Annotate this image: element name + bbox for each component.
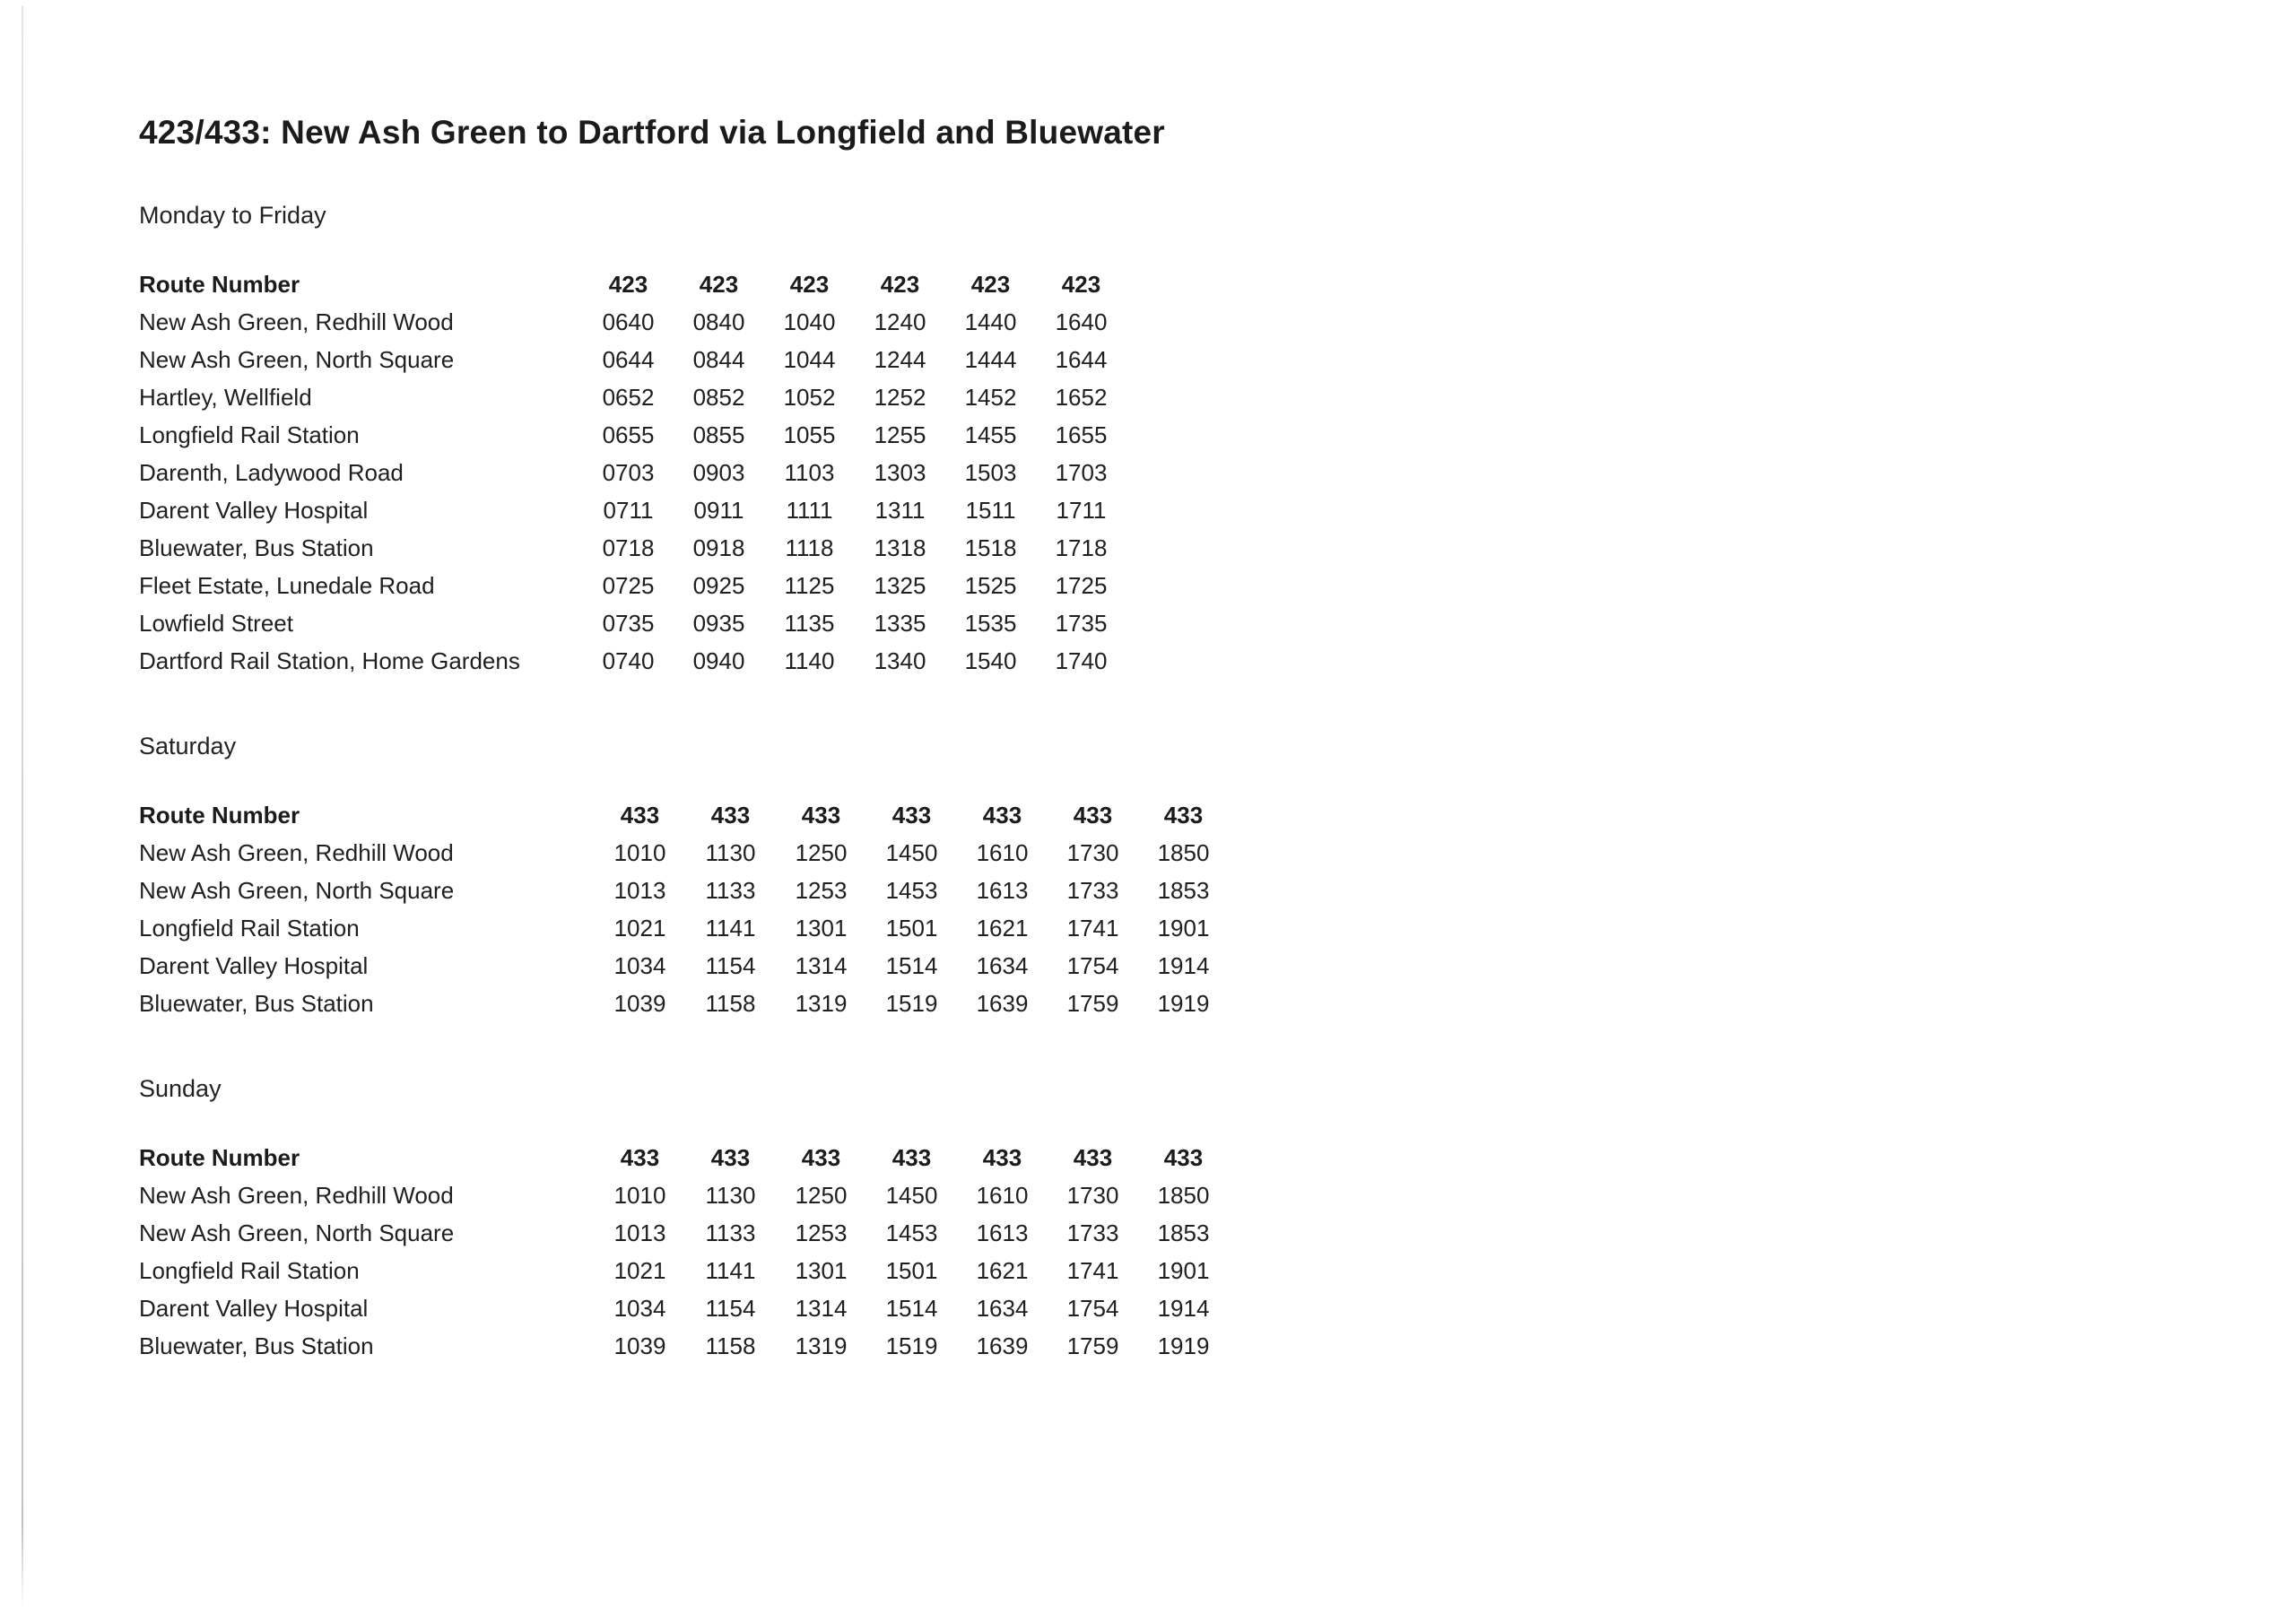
page-title: 423/433: New Ash Green to Dartford via Longfield and Bluewater (139, 114, 1165, 151)
stop-name: New Ash Green, Redhill Wood (139, 1181, 454, 1209)
departure-time: 1514 (885, 1294, 938, 1322)
section-saturday (139, 730, 2296, 1022)
departure-time: 1518 (964, 534, 1017, 561)
departure-time: 0918 (692, 534, 745, 561)
departure-time: 1640 (1055, 308, 1108, 335)
departure-time: 1540 (964, 647, 1017, 674)
route-number: 433 (1163, 801, 1204, 829)
departure-time: 1901 (1157, 1256, 1210, 1284)
departure-time: 1133 (705, 1219, 756, 1246)
stop-row (139, 985, 1229, 1022)
departure-time: 1450 (885, 838, 938, 866)
departure-time: 1325 (874, 571, 926, 599)
departure-time: 0655 (602, 421, 655, 448)
departure-time: 1044 (783, 345, 836, 373)
departure-time: 1303 (874, 458, 926, 486)
stop-row (139, 834, 1229, 872)
departure-time: 1639 (976, 1332, 1029, 1359)
route-number-header-label: Route Number (139, 270, 300, 298)
departure-time: 0644 (602, 345, 655, 373)
stop-name: Longfield Rail Station (139, 421, 360, 448)
stop-name: Darent Valley Hospital (139, 496, 369, 524)
stop-row (139, 303, 1126, 341)
departure-time: 1754 (1066, 951, 1119, 979)
departure-time: 0911 (693, 496, 744, 524)
stop-name: Hartley, Wellfield (139, 383, 312, 411)
departure-time: 1644 (1055, 345, 1108, 373)
departure-time: 1052 (783, 383, 836, 411)
departure-time: 1455 (964, 421, 1017, 448)
departure-time: 1013 (613, 1219, 666, 1246)
departure-time: 1125 (784, 571, 835, 599)
departure-time: 0925 (692, 571, 745, 599)
route-number: 433 (1163, 1143, 1204, 1171)
departure-time: 1453 (885, 1219, 938, 1246)
departure-time: 1141 (705, 914, 756, 942)
route-number: 423 (970, 270, 1011, 298)
departure-time: 1718 (1055, 534, 1108, 561)
stop-row (139, 416, 1126, 454)
departure-time: 1140 (784, 647, 835, 674)
departure-time: 1725 (1055, 571, 1108, 599)
departure-time: 1130 (705, 838, 756, 866)
stop-row (139, 491, 1126, 529)
stop-row (139, 872, 1229, 909)
route-number-row (139, 1139, 1229, 1176)
stop-name: Dartford Rail Station, Home Gardens (139, 647, 520, 674)
departure-time: 1039 (613, 989, 666, 1017)
route-number: 423 (789, 270, 830, 298)
route-number: 433 (710, 801, 751, 829)
departure-time: 1754 (1066, 1294, 1119, 1322)
departure-time: 1740 (1055, 647, 1108, 674)
departure-time: 1730 (1066, 838, 1119, 866)
departure-time: 0935 (692, 609, 745, 637)
section-sunday (139, 1072, 2296, 1365)
route-number: 423 (880, 270, 920, 298)
stop-name: New Ash Green, Redhill Wood (139, 308, 454, 335)
timetable-sunday (139, 1139, 1229, 1365)
departure-time: 0855 (692, 421, 745, 448)
departure-time: 1703 (1055, 458, 1108, 486)
departure-time: 1735 (1055, 609, 1108, 637)
stop-name: Fleet Estate, Lunedale Road (139, 571, 435, 599)
departure-time: 1141 (705, 1256, 756, 1284)
route-number: 433 (891, 801, 932, 829)
stop-row (139, 529, 1126, 567)
route-number: 433 (891, 1143, 932, 1171)
departure-time: 1010 (613, 838, 666, 866)
departure-time: 1314 (795, 1294, 848, 1322)
departure-time: 1914 (1157, 951, 1210, 979)
stop-name: Bluewater, Bus Station (139, 534, 374, 561)
departure-time: 1850 (1157, 838, 1210, 866)
departure-time: 1634 (976, 1294, 1029, 1322)
route-number-header-label: Route Number (139, 1143, 300, 1171)
departure-time: 1314 (795, 951, 848, 979)
departure-time: 1759 (1066, 989, 1119, 1017)
departure-time: 1440 (964, 308, 1017, 335)
departure-time: 1525 (964, 571, 1017, 599)
departure-time: 0718 (602, 534, 655, 561)
departure-time: 1319 (795, 1332, 848, 1359)
departure-time: 1130 (705, 1181, 756, 1209)
departure-time: 0740 (602, 647, 655, 674)
departure-time: 0735 (602, 609, 655, 637)
departure-time: 1514 (885, 951, 938, 979)
departure-time: 1335 (874, 609, 926, 637)
stop-row (139, 1289, 1229, 1327)
stop-row (139, 567, 1126, 604)
departure-time: 1040 (783, 308, 836, 335)
stop-row (139, 642, 1126, 680)
stop-row (139, 1214, 1229, 1252)
timetable-monday-to-friday (139, 265, 1126, 680)
departure-time: 1613 (976, 876, 1029, 904)
departure-time: 1021 (613, 1256, 666, 1284)
departure-time: 1759 (1066, 1332, 1119, 1359)
departure-time: 1741 (1066, 914, 1119, 942)
departure-time: 1610 (976, 838, 1029, 866)
departure-time: 1103 (784, 458, 835, 486)
route-number: 433 (620, 1143, 660, 1171)
departure-time: 1655 (1055, 421, 1108, 448)
departure-time: 1158 (705, 1332, 756, 1359)
stop-row (139, 1252, 1229, 1289)
departure-time: 0640 (602, 308, 655, 335)
departure-time: 1340 (874, 647, 926, 674)
stop-name: Bluewater, Bus Station (139, 989, 374, 1017)
departure-time: 1503 (964, 458, 1017, 486)
departure-time: 1853 (1157, 876, 1210, 904)
route-number: 423 (1061, 270, 1101, 298)
departure-time: 1253 (795, 1219, 848, 1246)
departure-time: 1039 (613, 1332, 666, 1359)
departure-time: 1621 (976, 914, 1029, 942)
stop-row (139, 454, 1126, 491)
day-label-saturday: Saturday (139, 733, 237, 759)
departure-time: 1535 (964, 609, 1017, 637)
stop-row (139, 341, 1126, 378)
departure-time: 1919 (1157, 989, 1210, 1017)
departure-time: 1452 (964, 383, 1017, 411)
departure-time: 1901 (1157, 914, 1210, 942)
route-number-header-label: Route Number (139, 801, 300, 829)
stop-name: New Ash Green, Redhill Wood (139, 838, 454, 866)
departure-time: 1154 (705, 1294, 756, 1322)
departure-time: 1010 (613, 1181, 666, 1209)
departure-time: 0652 (602, 383, 655, 411)
departure-time: 1711 (1056, 496, 1107, 524)
departure-time: 1253 (795, 876, 848, 904)
departure-time: 1013 (613, 876, 666, 904)
departure-time: 1919 (1157, 1332, 1210, 1359)
departure-time: 0844 (692, 345, 745, 373)
stop-name: Bluewater, Bus Station (139, 1332, 374, 1359)
route-number: 433 (982, 1143, 1022, 1171)
departure-time: 1639 (976, 989, 1029, 1017)
stop-name: Darent Valley Hospital (139, 951, 369, 979)
section-monday-to-friday (139, 199, 2296, 680)
stop-row (139, 947, 1229, 985)
stop-name: New Ash Green, North Square (139, 345, 455, 373)
departure-time: 1519 (885, 989, 938, 1017)
departure-time: 1318 (874, 534, 926, 561)
departure-time: 1133 (705, 876, 756, 904)
stop-name: Longfield Rail Station (139, 1256, 360, 1284)
departure-time: 1444 (964, 345, 1017, 373)
route-number: 433 (710, 1143, 751, 1171)
departure-time: 1450 (885, 1181, 938, 1209)
departure-time: 0852 (692, 383, 745, 411)
departure-time: 0840 (692, 308, 745, 335)
stop-name: Longfield Rail Station (139, 914, 360, 942)
departure-time: 1652 (1055, 383, 1108, 411)
timetable-saturday (139, 796, 1229, 1022)
departure-time: 1511 (965, 496, 1016, 524)
departure-time: 1634 (976, 951, 1029, 979)
stop-name: New Ash Green, North Square (139, 1219, 455, 1246)
route-number: 433 (801, 1143, 841, 1171)
departure-time: 1613 (976, 1219, 1029, 1246)
stop-row (139, 1327, 1229, 1365)
departure-time: 0903 (692, 458, 745, 486)
departure-time: 1519 (885, 1332, 938, 1359)
departure-time: 1621 (976, 1256, 1029, 1284)
departure-time: 1741 (1066, 1256, 1119, 1284)
departure-time: 0703 (602, 458, 655, 486)
departure-time: 1250 (795, 838, 848, 866)
departure-time: 1111 (786, 496, 833, 524)
route-number: 433 (620, 801, 660, 829)
departure-time: 1034 (613, 1294, 666, 1322)
departure-time: 1453 (885, 876, 938, 904)
departure-time: 1301 (795, 1256, 848, 1284)
stop-row (139, 604, 1126, 642)
departure-time: 1853 (1157, 1219, 1210, 1246)
departure-time: 0940 (692, 647, 745, 674)
stop-name: New Ash Green, North Square (139, 876, 455, 904)
departure-time: 1158 (705, 989, 756, 1017)
departure-time: 0711 (603, 496, 654, 524)
departure-time: 1055 (783, 421, 836, 448)
stop-row (139, 909, 1229, 947)
departure-time: 1301 (795, 914, 848, 942)
departure-time: 1135 (784, 609, 835, 637)
departure-time: 1733 (1066, 1219, 1119, 1246)
departure-time: 1733 (1066, 876, 1119, 904)
route-number: 433 (801, 801, 841, 829)
route-number-row (139, 265, 1126, 303)
departure-time: 1021 (613, 914, 666, 942)
departure-time: 0725 (602, 571, 655, 599)
departure-time: 1250 (795, 1181, 848, 1209)
day-label-sunday: Sunday (139, 1075, 222, 1102)
departure-time: 1240 (874, 308, 926, 335)
route-number-row (139, 796, 1229, 834)
route-number: 433 (1073, 1143, 1113, 1171)
route-number: 423 (608, 270, 648, 298)
departure-time: 1730 (1066, 1181, 1119, 1209)
departure-time: 1034 (613, 951, 666, 979)
stop-row (139, 1176, 1229, 1214)
route-number: 423 (699, 270, 739, 298)
stop-name: Darenth, Ladywood Road (139, 458, 404, 486)
route-number: 433 (982, 801, 1022, 829)
departure-time: 1914 (1157, 1294, 1210, 1322)
departure-time: 1501 (885, 1256, 938, 1284)
stop-name: Lowfield Street (139, 609, 293, 637)
departure-time: 1610 (976, 1181, 1029, 1209)
day-label-monday-to-friday: Monday to Friday (139, 202, 326, 229)
departure-time: 1850 (1157, 1181, 1210, 1209)
stop-row (139, 378, 1126, 416)
departure-time: 1252 (874, 383, 926, 411)
departure-time: 1255 (874, 421, 926, 448)
stop-name: Darent Valley Hospital (139, 1294, 369, 1322)
departure-time: 1501 (885, 914, 938, 942)
route-number: 433 (1073, 801, 1113, 829)
departure-time: 1154 (705, 951, 756, 979)
departure-time: 1244 (874, 345, 926, 373)
departure-time: 1118 (785, 534, 834, 561)
departure-time: 1311 (874, 496, 926, 524)
scan-artifact-line (22, 5, 23, 1607)
departure-time: 1319 (795, 989, 848, 1017)
